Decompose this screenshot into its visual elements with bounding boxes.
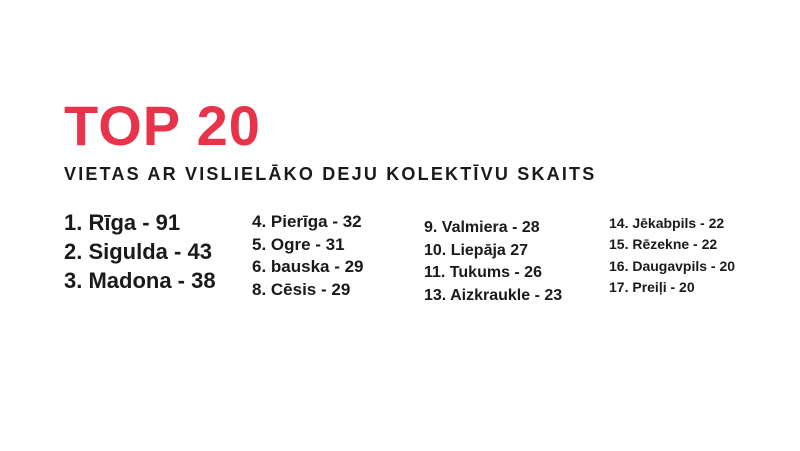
ranking-column-3 [424,208,609,308]
page-subtitle: VIETAS AR VISLIELĀKO DEJU KOLEKTĪVU SKAITS [64,164,597,184]
list-item: 13. Aizkraukle - 23 [424,287,563,305]
ranking-column-2 [252,208,424,301]
list-item: 2. Sigulda - 43 [64,239,212,265]
ranking-column-1 [64,208,252,295]
ranking-columns [64,208,764,308]
list-item: 10. Liepāja 27 [424,241,529,259]
list-item: 8. Cēsis - 29 [252,279,351,299]
list-item: 14. Jēkabpils - 22 [609,215,725,231]
list-item: 4. Pierīga - 32 [252,212,362,231]
list-item: 6. bauska - 29 [252,257,364,277]
list-item: 3. Madona - 38 [64,268,216,294]
list-item: 17. Preiļi - 20 [609,278,695,295]
page-title: TOP 20 [64,94,261,157]
list-item: 1. Rīga - 91 [64,210,181,235]
list-item: 9. Valmiera - 28 [424,219,540,236]
list-item: 5. Ogre - 31 [252,234,345,254]
list-item: 11. Tukums - 26 [424,264,542,282]
list-item: 16. Daugavpils - 20 [609,257,736,274]
ranking-column-4 [609,208,764,298]
list-item: 15. Rēzekne - 22 [609,236,718,253]
